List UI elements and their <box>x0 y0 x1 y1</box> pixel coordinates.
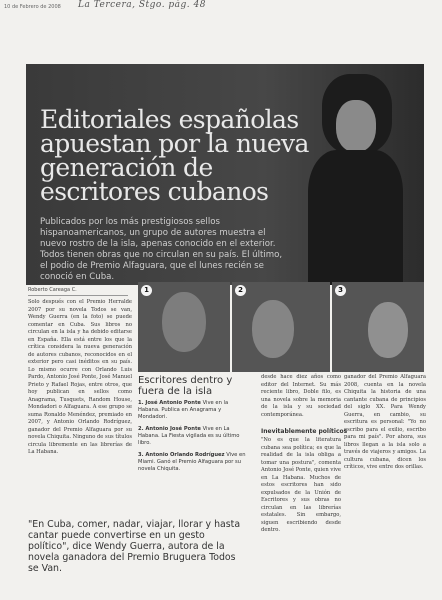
sidebar-entry <box>138 452 248 473</box>
handwritten-source-note: La Tercera, Stgo. pág. 48 <box>78 0 206 10</box>
author-photo-2 <box>232 282 330 372</box>
sidebar-title: Escritores dentro y fuera de la isla <box>138 375 233 397</box>
hero-photo-panel <box>26 64 424 285</box>
sidebar-entry-name: 3. Antonio Orlando Rodríguez <box>138 452 225 458</box>
sidebar-entry-detail: Vive en La Habana. La Fiesta vigilada es su último libro. <box>138 426 240 446</box>
sidebar-entry <box>138 400 248 421</box>
author-photo-3 <box>332 282 424 372</box>
portrait-face <box>252 300 294 358</box>
photo-number-badge: 3 <box>335 285 346 296</box>
section-subhead: Inevitablemente políticos <box>261 428 348 435</box>
photo-number-badge: 1 <box>141 285 152 296</box>
headline-line-2: apuestan por la nueva <box>40 129 309 158</box>
article-column-4: ganador del Premio Alfaguara 2008, cuenta en la novela Chiquita la historia de una cantante cubana de principios del siglo XX. Para Wendy Guerra, en cambio, su escritura es personal: "Yo no escribo para el exilio, escribo para mi país". Por ahora, sus libros llegan a la isla solo a través de viajeros y amigos. La cultura cubana, dicen los críticos, vive entre dos orillas. <box>344 374 426 470</box>
portrait-face <box>368 302 408 358</box>
article-byline: Roberto Careaga C. <box>28 287 77 293</box>
sidebar-entry-name: 2. Antonio José Ponte <box>138 426 201 432</box>
publication-date: 10 de Febrero de 2008 <box>4 4 61 10</box>
author-portrait-body <box>308 150 403 285</box>
author-photo-1 <box>138 282 230 372</box>
sidebar-entry <box>138 426 248 447</box>
article-column-3-continued: "No es que la literatura cubana sea política; es que la realidad de la isla obliga a tomar una postura", comenta Antonio José Ponte, quien vive en La Habana. Muchos de estos escritores han sido expulsados de la Unión de Escritores y sus obras no circulan en las librerías estatales. Sin embargo, siguen escribiendo desde dentro. <box>261 437 341 533</box>
portrait-face <box>162 292 206 352</box>
headline-line-1: Editoriales españolas <box>40 105 299 134</box>
author-portrait-face <box>336 100 376 152</box>
sidebar-entry-name: 1. José Antonio Ponte <box>138 400 201 406</box>
article-column-1: Solo después con el Premio Herralde 2007 por su novela Todos se van, Wendy Guerra (en la foto) se puede comentar en Cuba. Sus libros no circulan en la isla y ha debido editarse en España. Ella está entre los que la crítica considera la nueva generación de autores cubanos, reconocidos en el exterior pero casi inéditos en su país. Lo mismo ocurre con Orlando Luis Pardo, Antonio José Ponte, José Manuel Prieto y Rafael Rojas, entre otros, que hoy publican en sellos como Anagrama, Tusquets, Random House, Mondadori o Alfaguara. A ese grupo se suma Ronaldo Menéndez, premiado en 2007, y Antonio Orlando Rodríguez, ganador del Premio Alfaguara por su novela Chiquita. Ninguno de sus títulos circula libremente en las librerías de La Habana. <box>28 299 132 455</box>
byline-divider <box>28 295 128 296</box>
headline-line-4: escritores cubanos <box>40 177 269 206</box>
page-top-strip <box>0 0 442 16</box>
photo-number-badge: 2 <box>235 285 246 296</box>
sidebar-entry-detail: Vive en la Habana. Publica en Anagrama y Mondadori. <box>138 400 229 420</box>
pull-quote: "En Cuba, comer, nadar, viajar, llorar y hasta cantar puede convertirse en un gesto político", dice Wendy Guerra, autora de la novela ganadora del Premio Bruguera Todos se Van. <box>28 519 241 574</box>
article-dek: Publicados por los más prestigiosos sellos hispanoamericanos, un grupo de autores muestra el nuevo rostro de la isla, apenas conocido en el exterior. Todos tienen obras que no circulan en su país. El último, el podio de Premio Alfaguara, que el lunes recién se conoció en Cuba. <box>40 217 283 282</box>
headline-line-3: generación de <box>40 153 213 182</box>
article-column-3: desde hace diez años como editor del Internet. Su más reciente libro, Doble filo, es una novela sobre la memoria de la isla y su sociedad contemporánea. <box>261 374 341 418</box>
sidebar-entry-detail: Vive en Miami. Ganó el Premio Alfaguara por su novela Chiquita. <box>138 452 246 472</box>
article-headline <box>40 105 310 206</box>
